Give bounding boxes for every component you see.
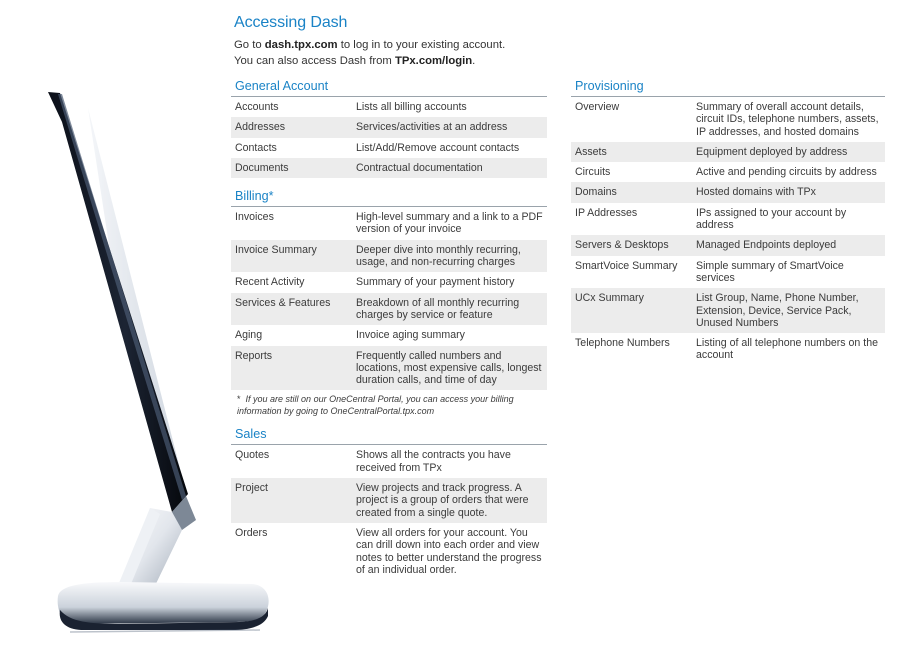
row-description: High-level summary and a link to a PDF version of your invoice [356,211,543,236]
login-url-link[interactable]: TPx.com/login [394,55,473,67]
row-description: Equipment deployed by address [692,142,885,162]
dash-url-link[interactable]: dash.tpx.com [264,39,338,51]
row-description: View projects and track progress. A project is a group of orders that were created from a single quote. [352,478,547,523]
row-description: List/Add/Remove account contacts [356,141,520,154]
table-row [571,162,885,182]
row-description: List Group, Name, Phone Number, Extension, Device, Service Pack, Unused Numbers [692,288,885,333]
row-label: Documents [231,158,352,178]
section-title: General Account [235,79,329,93]
billing-section [231,189,547,427]
row-label: Telephone Numbers [575,337,670,350]
footnote-text: If you are still on our OneCentral Portal, you can access your billing information by going to OneCentralPortal.tpx.com [237,394,514,416]
table-row [231,445,547,478]
intro-text: . [472,55,476,67]
intro-block [234,14,574,69]
intro-line-1 [234,37,574,53]
row-label: Invoices [235,211,274,224]
table-row [231,117,547,137]
sales-section [231,427,547,580]
provisioning-table [571,97,885,366]
row-label: Invoice Summary [231,240,352,273]
general-account-section [231,79,547,178]
row-description: View all orders for your account. You can drill down into each order and view notes to better understand the progress of an individual order. [356,526,542,576]
row-description: Summary of your payment history [356,276,515,289]
table-row [231,207,547,240]
right-column [571,79,885,377]
row-label: Assets [571,142,692,162]
table-row [571,333,885,366]
row-label: Overview [575,101,620,113]
row-label: Addresses [231,117,352,137]
row-description: Hosted domains with TPx [692,182,885,202]
intro-text: You can also access Dash from [234,55,395,67]
row-description: Frequently called numbers and locations, most expensive calls, longest duration calls, and time of day [352,346,547,391]
table-row [231,325,547,345]
intro-text: to log in to your existing account. [337,39,506,51]
section-title: Sales [235,427,267,442]
table-row [231,97,547,117]
row-label: Domains [571,182,692,202]
footnote-mark: * [237,394,241,405]
row-label: Services & Features [231,293,352,326]
intro-line-2 [234,53,574,69]
row-description: Contractual documentation [352,158,547,178]
table-row [231,158,547,178]
row-label: SmartVoice Summary [575,259,678,272]
row-label: Circuits [575,166,611,179]
row-description: Managed Endpoints deployed [692,235,885,255]
section-title: Billing* [235,189,274,204]
table-row [571,142,885,162]
table-row [571,182,885,202]
row-description: IPs assigned to your account by address [696,206,847,232]
table-row [231,478,547,523]
sales-table [231,445,547,580]
row-label: Quotes [235,449,270,462]
row-label: Aging [235,329,263,342]
row-label: Reports [231,346,352,391]
table-row [231,293,547,326]
row-description: Active and pending circuits by address [696,166,877,179]
row-label: Servers & Desktops [571,235,692,255]
table-row [571,256,885,289]
provisioning-section [571,79,885,366]
row-description: Simple summary of SmartVoice services [696,259,844,284]
table-row [231,346,547,391]
row-description: Deeper dive into monthly recurring, usage, and non-recurring charges [352,240,547,273]
row-description: Listing of all telephone numbers on the account [696,337,878,362]
row-label: Recent Activity [235,276,305,289]
table-row [571,97,885,142]
left-column [231,79,547,591]
billing-footnote [231,390,547,427]
row-description: Lists all billing accounts [356,101,467,113]
table-row [571,235,885,255]
row-description: Breakdown of all monthly recurring charges by service or feature [352,293,547,326]
table-row [231,138,547,158]
general-account-table [231,97,547,178]
table-row [231,272,547,292]
row-description: Invoice aging summary [356,329,465,342]
page-title: Accessing Dash [234,14,348,31]
table-row [571,203,885,236]
row-label: Orders [235,526,268,539]
row-label: IP Addresses [575,206,638,219]
intro-text: Go to [234,39,265,51]
table-row [231,523,547,580]
row-description: Services/activities at an address [352,117,547,137]
table-row [571,288,885,333]
row-label: Project [231,478,352,523]
row-description: Shows all the contracts you have received from TPx [356,449,511,474]
row-label: Accounts [235,101,279,113]
section-title: Provisioning [575,79,644,93]
row-label: UCx Summary [571,288,692,333]
billing-table [231,207,547,390]
table-row [231,240,547,273]
row-label: Contacts [235,141,277,154]
row-description: Summary of overall account details, circuit IDs, telephone numbers, assets, IP addresses, and hosted domains [696,101,879,138]
